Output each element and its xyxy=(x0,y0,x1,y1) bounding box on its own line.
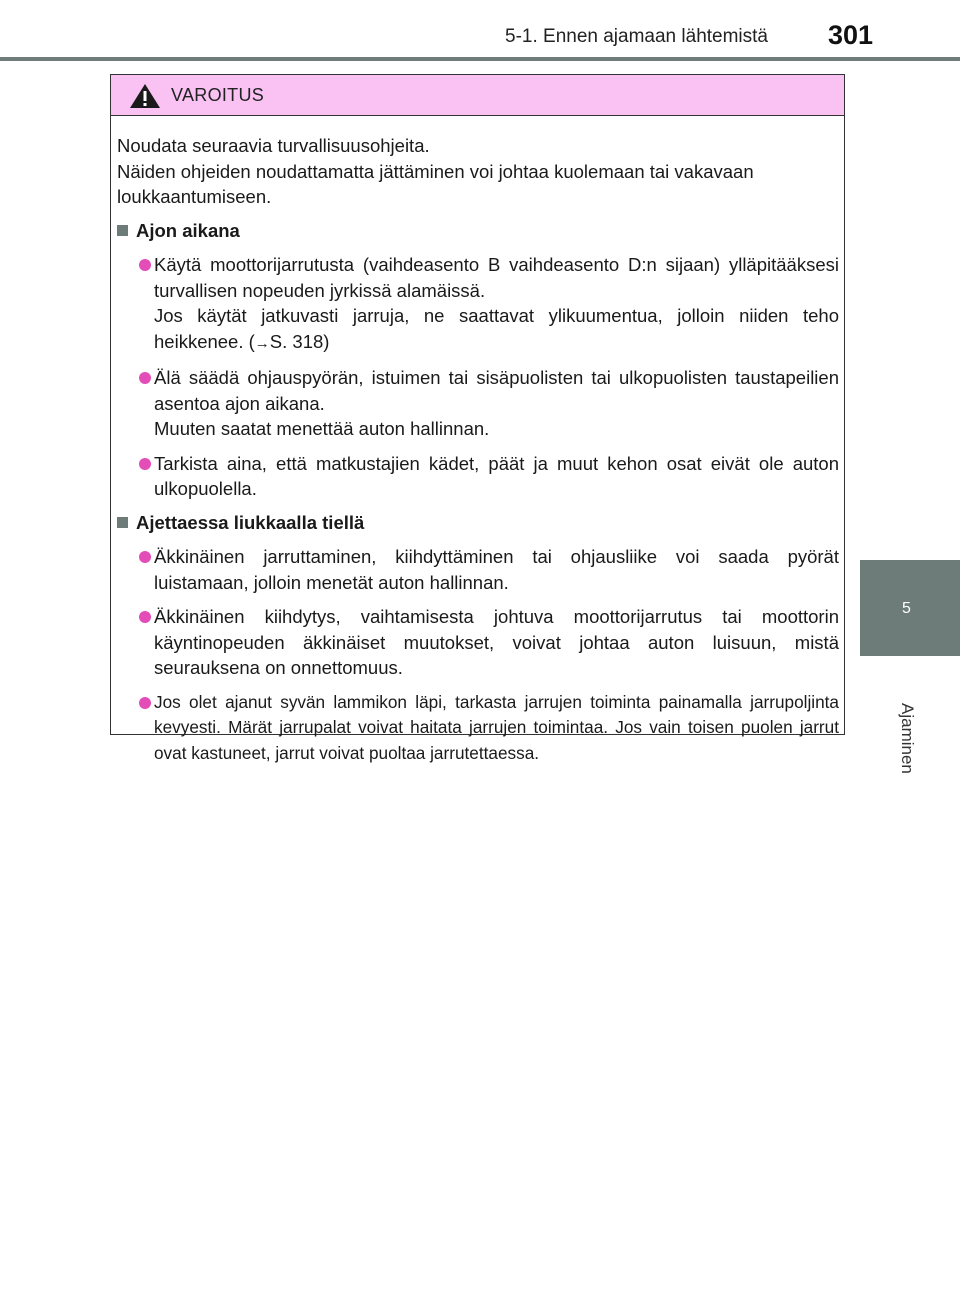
item-line: Käytä moottorijarrutusta (vaihdeasento B vaihdeasento D:n sijaan) ylläpitääksesi turvallisen nopeuden jyrkissä alamäissä. xyxy=(154,254,839,301)
intro-line: Näiden ohjeiden noudattamatta jättäminen voi johtaa kuolemaan tai vakavaan loukkaantumiseen. xyxy=(117,160,754,207)
arrow-right-icon: → xyxy=(254,334,270,352)
circle-bullet-icon xyxy=(139,697,151,709)
section-heading xyxy=(117,218,839,244)
item-line: Äkkinäinen jarruttaminen, kiihdyttäminen tai ohjausliike voi saada pyörät luistamaan, jolloin menetät auton hallinnan. xyxy=(154,546,839,593)
circle-bullet-icon xyxy=(139,551,151,563)
item-line: Muuten saatat menettää auton hallinnan. xyxy=(154,418,490,439)
warning-box xyxy=(110,74,845,763)
list-item xyxy=(117,690,839,767)
circle-bullet-icon xyxy=(139,372,151,384)
intro-line: Noudata seuraavia turvallisuusohjeita. xyxy=(117,135,430,156)
warning-content xyxy=(117,133,839,766)
square-bullet-icon xyxy=(117,517,128,528)
circle-bullet-icon xyxy=(139,458,151,470)
item-line: Jos olet ajanut syvän lammikon läpi, tarkasta jarrujen toiminta painamalla jarrupoljinta kevyesti. Märät jarrupalat voivat haitata jarrujen toimintaa. Jos vain toisen puolen jarrut ovat kastuneet, jarrut voivat puoltaa jarrutettaessa. xyxy=(154,691,839,763)
list-item xyxy=(117,604,839,681)
item-line: Äkkinäinen kiihdytys, vaihtamisesta johtuva moottorijarrutus tai moottorin käyntinopeuden äkkinäiset muutokset, voivat johtaa auton luisuun, mistä seurauksena on onnettomuus. xyxy=(154,606,839,678)
list-item xyxy=(117,365,839,442)
square-bullet-icon xyxy=(117,225,128,236)
item-line-text: Jos käytät jatkuvasti jarruja, ne saattavat ylikuumentua, jolloin niiden teho heikkenee. ( xyxy=(154,305,839,352)
circle-bullet-icon xyxy=(139,259,151,271)
item-line: Tarkista aina, että matkustajien kädet, päät ja muut kehon osat eivät ole auton ulkopuolella. xyxy=(154,452,839,499)
circle-bullet-icon xyxy=(139,611,151,623)
item-line xyxy=(154,303,839,356)
warning-header xyxy=(111,75,844,116)
chapter-number: 5 xyxy=(902,600,911,617)
section-heading xyxy=(117,510,839,536)
chapter-label xyxy=(860,703,960,774)
warning-intro xyxy=(117,133,839,210)
section-heading-text: Ajon aikana xyxy=(136,219,240,241)
section-heading-text: Ajettaessa liukkaalla tiellä xyxy=(136,511,365,533)
warning-triangle-icon xyxy=(129,83,161,109)
item-line: Älä säädä ohjauspyörän, istuimen tai sisäpuolisten tai ulkopuolisten taustapeilien asentoa ajon aikana. xyxy=(154,367,839,414)
header-section-title: 5-1. Ennen ajamaan lähtemistä xyxy=(505,26,768,47)
page-reference: S. 318) xyxy=(269,330,330,352)
list-item xyxy=(117,252,839,356)
page-number: 301 xyxy=(828,20,874,50)
list-item xyxy=(117,451,839,502)
header-rule xyxy=(0,57,960,61)
warning-title: VAROITUS xyxy=(171,85,265,105)
list-item xyxy=(117,544,839,595)
chapter-label-text: Ajaminen xyxy=(898,703,917,774)
